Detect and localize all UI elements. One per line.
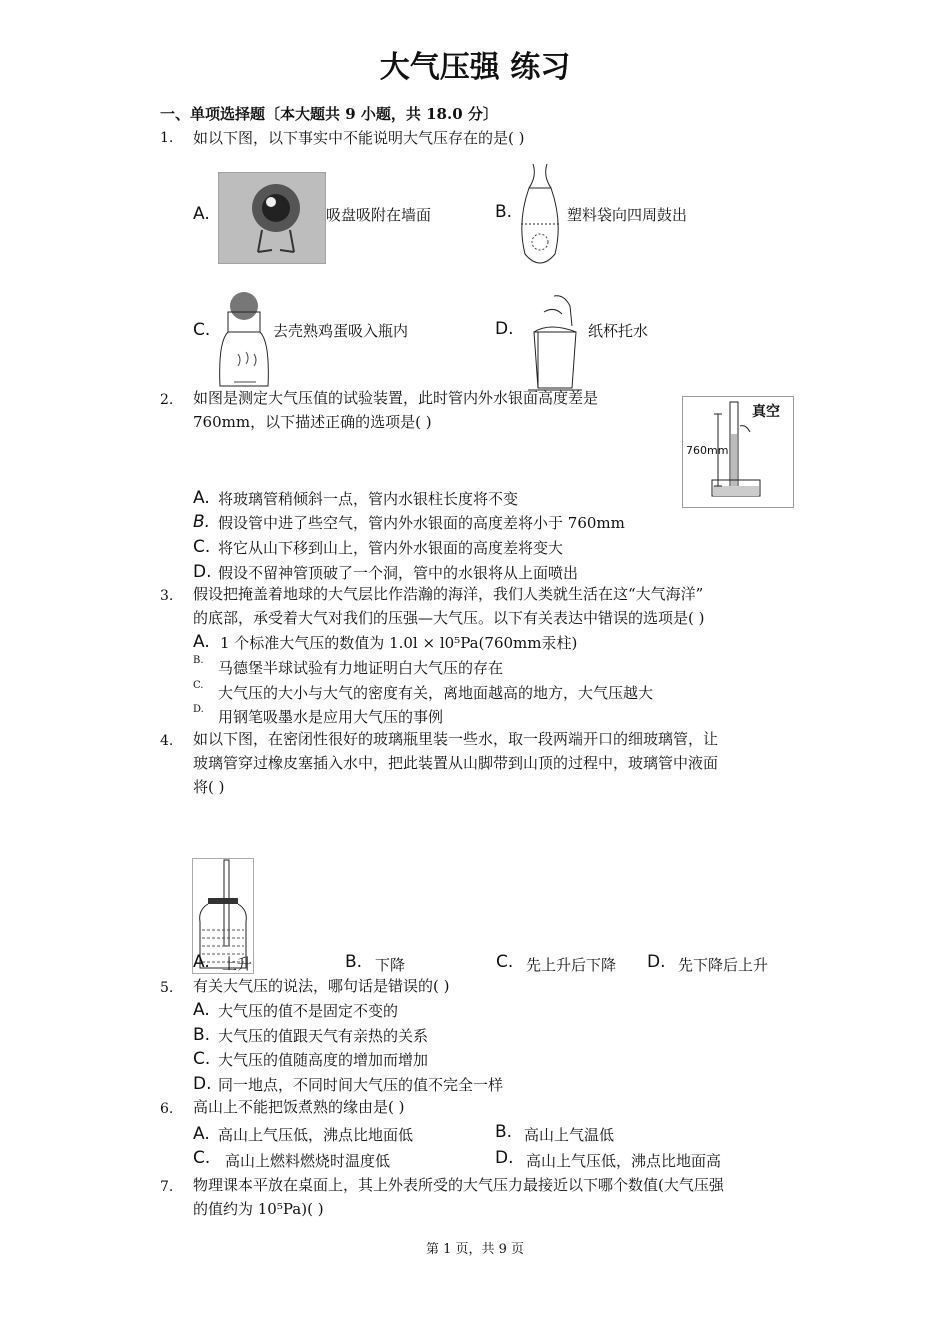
suction-cup-image [218, 172, 326, 264]
q2-option-b-text: 假设管中进了些空气，管内外水银面的高度差将小于 760mm [218, 514, 625, 532]
question-7-stem-line2: 的值约为 10⁵Pa)( ) [193, 1200, 324, 1218]
q3-option-a-letter: A. [193, 632, 210, 652]
q1-option-a-text: 吸盘吸附在墙面 [326, 206, 432, 224]
q4-option-d-letter: D. [647, 952, 666, 972]
torricelli-apparatus-figure [682, 396, 794, 508]
q4-option-b-letter: B. [345, 952, 363, 972]
question-2-stem-line1: 如图是测定大气压值的试验装置，此时管内外水银面高度差是 [193, 389, 599, 407]
q5-option-b-letter: B. [193, 1025, 211, 1045]
q2-option-a-letter: A. [193, 488, 210, 508]
q1-option-d-letter: D. [495, 319, 514, 339]
q5-option-c-text: 大气压的值随高度的增加而增加 [218, 1051, 429, 1069]
q4-option-c-letter: C. [496, 952, 514, 972]
q6-option-c-letter: C. [193, 1148, 211, 1168]
question-7-number: 7. [160, 1179, 174, 1195]
q1-option-a-letter: A. [193, 204, 210, 224]
question-4-stem-line3: 将( ) [193, 778, 225, 796]
page-title: 大气压强 练习 [379, 50, 571, 85]
question-4-stem-line2: 玻璃管穿过橡皮塞插入水中，把此装置从山脚带到山顶的过程中，玻璃管中液面 [193, 754, 719, 772]
q6-option-b-text: 高山上气温低 [524, 1126, 615, 1144]
q3-option-a-text: 1 个标准大气压的数值为 1.0l × l0⁵Pa(760mm汞柱) [220, 634, 578, 652]
q3-option-d-text: 用钢笔吸墨水是应用大气压的事例 [218, 708, 444, 726]
q2-option-c-text: 将它从山下移到山上，管内外水银面的高度差将变大 [218, 539, 564, 557]
q2-option-d-letter: D. [193, 562, 212, 582]
q4-option-d-text: 先下降后上升 [678, 956, 769, 974]
section-heading: 一、单项选择题〔本大题共 9 小题，共 18.0 分〕 [160, 105, 498, 123]
q3-option-b-text: 马德堡半球试验有力地证明白大气压的存在 [218, 659, 504, 677]
q2-option-a-text: 将玻璃管稍倾斜一点，管内水银柱长度将不变 [218, 490, 519, 508]
q4-option-c-text: 先上升后下降 [526, 956, 617, 974]
torricelli-height-label: 760mm [686, 444, 729, 457]
q6-option-b-letter: B. [495, 1122, 513, 1142]
paper-cup-image [524, 292, 586, 392]
q6-option-a-text: 高山上气压低，沸点比地面低 [218, 1126, 414, 1144]
q6-option-d-text: 高山上气压低，沸点比地面高 [526, 1152, 722, 1170]
q5-option-c-letter: C. [193, 1049, 211, 1069]
q2-option-d-text: 假设不留神管顶破了一个洞，管中的水银将从上面喷出 [218, 564, 579, 582]
question-3-stem-line1: 假设把掩盖着地球的大气层比作浩瀚的海洋，我们人类就生活在这“大气海洋” [193, 585, 704, 603]
q5-option-d-letter: D. [193, 1074, 212, 1094]
question-5-number: 5. [160, 980, 174, 996]
question-1-number: 1. [160, 130, 174, 146]
page-footer: 第 1 页，共 9 页 [425, 1242, 525, 1257]
torricelli-vacuum-label: 真空 [752, 404, 780, 420]
q3-option-b-letter: B. [193, 655, 204, 666]
q4-option-a-letter: A. [193, 952, 210, 972]
question-2-stem-line2: 760mm，以下描述正确的选项是( ) [193, 413, 432, 431]
q4-option-a-text: 上升 [222, 955, 253, 973]
q3-option-c-letter: C. [193, 680, 204, 691]
question-3-number: 3. [160, 588, 174, 604]
egg-bottle-image [216, 290, 272, 394]
q1-option-b-text: 塑料袋向四周鼓出 [567, 206, 688, 224]
q2-option-b-letter: B. [193, 512, 211, 532]
question-6-stem: 高山上不能把饭煮熟的缘由是( ) [193, 1098, 405, 1116]
q5-option-b-text: 大气压的值跟天气有亲热的关系 [218, 1027, 429, 1045]
question-7-stem-line1: 物理课本平放在桌面上，其上外表所受的大气压力最接近以下哪个数值(大气压强 [193, 1176, 724, 1194]
q6-option-c-text: 高山上燃料燃烧时温度低 [225, 1152, 391, 1170]
question-4-number: 4. [160, 733, 174, 749]
question-3-stem-line2: 的底部，承受着大气对我们的压强—大气压。以下有关表达中错误的选项是( ) [193, 609, 705, 627]
q1-option-c-letter: C. [193, 320, 211, 340]
plastic-bag-image [515, 162, 565, 274]
q3-option-c-text: 大气压的大小与大气的密度有关，离地面越高的地方，大气压越大 [218, 684, 654, 702]
q6-option-a-letter: A. [193, 1124, 210, 1144]
q1-option-d-text: 纸杯托水 [588, 322, 649, 340]
q1-option-c-text: 去壳熟鸡蛋吸入瓶内 [273, 322, 409, 340]
q5-option-a-letter: A. [193, 1000, 210, 1020]
question-1-stem: 如以下图，以下事实中不能说明大气压存在的是( ) [193, 129, 525, 147]
question-2-number: 2. [160, 392, 174, 408]
q4-option-b-text: 下降 [375, 956, 406, 974]
question-5-stem: 有关大气压的说法，哪句话是错误的( ) [193, 977, 450, 995]
q5-option-d-text: 同一地点，不同时间大气压的值不完全一样 [218, 1076, 504, 1094]
question-4-stem-line1: 如以下图，在密闭性很好的玻璃瓶里装一些水，取一段两端开口的细玻璃管，让 [193, 730, 719, 748]
question-6-number: 6. [160, 1101, 174, 1117]
q5-option-a-text: 大气压的值不是固定不变的 [218, 1002, 399, 1020]
q2-option-c-letter: C. [193, 537, 211, 557]
q3-option-d-letter: D. [193, 704, 204, 715]
q1-option-b-letter: B. [495, 202, 513, 222]
q6-option-d-letter: D. [495, 1148, 514, 1168]
